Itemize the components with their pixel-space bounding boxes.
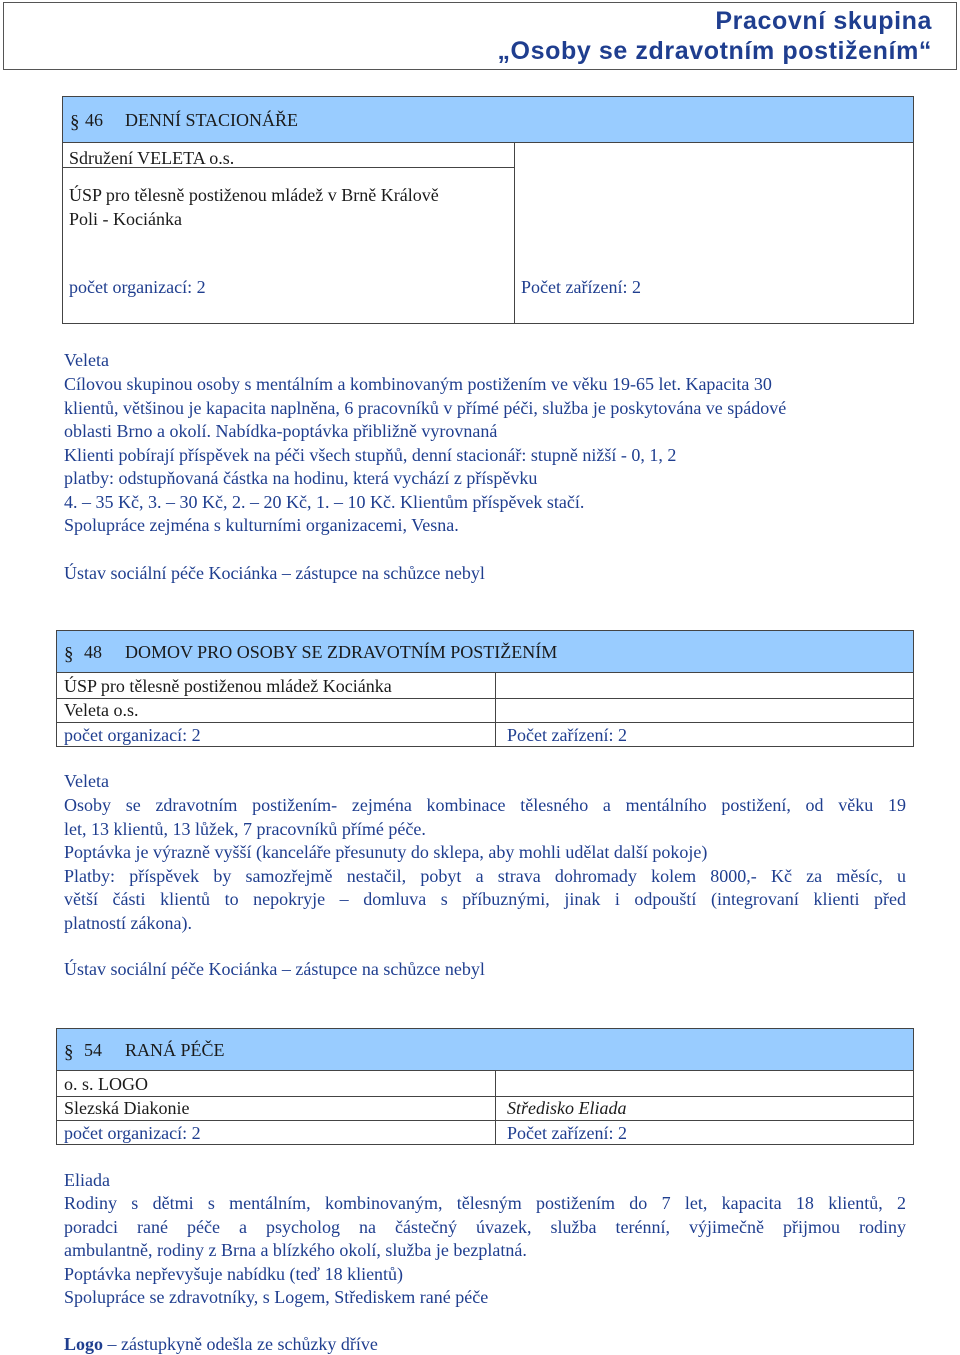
section-number: 48 [84, 642, 102, 662]
column-divider [514, 143, 515, 323]
section-54-table [56, 1028, 914, 1145]
footer-name: Logo [64, 1334, 104, 1354]
body-line: Osoby se zdravotním postižením- zejména kombinace tělesného a mentálního postižení, od věku 19 [64, 795, 906, 815]
section-46-body [64, 373, 906, 538]
section-46-table [62, 96, 914, 324]
section-symbol: § [64, 644, 74, 665]
footer-name: Ústav sociální péče Kociánka [64, 959, 278, 979]
page-header [3, 2, 957, 70]
facility-name: Středisko Eliada [507, 1098, 627, 1118]
body-line: Rodiny s dětmi s mentálním, kombinovaným, tělesným postižením do 7 let, kapacita 18 klientů, 2 [64, 1193, 906, 1213]
section-48-table [56, 630, 914, 747]
row-divider [57, 722, 913, 723]
footer-note: – zástupkyně odešla ze schůzky dříve [107, 1334, 378, 1354]
body-line: ambulantně, rodiny z Brna a blízkého okolí, služba je bezplatná. [64, 1240, 527, 1260]
section-title: DENNÍ STACIONÁŘE [125, 110, 299, 130]
body-line: Platby: příspěvek by samozřejmě nestačil, pobyt a strava dohromady kolem 8000,- Kč za měsíc, u [64, 865, 906, 886]
facility-name-line1: ÚSP pro tělesně postiženou mládež v Brně Králově [69, 185, 439, 205]
footer-name: Ústav sociální péče Kociánka [64, 563, 278, 583]
org-count: počet organizací: 2 [64, 725, 201, 745]
org-name-a: o. s. LOGO [64, 1074, 148, 1094]
section-title: RANÁ PÉČE [125, 1040, 225, 1060]
header-title-line2: „Osoby se zdravotním postižením“ [497, 37, 932, 65]
section-symbol: § [70, 112, 80, 133]
body-line: Klienti pobírají příspěvek na péči všech stupňů, denní stacionář: stupně nižší - 0, 1, 2 [64, 444, 677, 465]
section-46-body-title: Veleta [64, 350, 109, 370]
body-line: oblasti Brno a okolí. Nabídka-poptávka přibližně vyrovnaná [64, 421, 498, 441]
body-line: Poptávka je výrazně vyšší (kanceláře přesunuty do sklepa, aby mohli udělat další pokoje) [64, 842, 708, 862]
org-name: Veleta o.s. [64, 700, 139, 720]
body-line: poradci rané péče a psycholog na částečný úvazek, služba terénní, výjimečně přijmou rodiny [64, 1216, 906, 1237]
section-54-footer [64, 1333, 378, 1355]
facility-count: Počet zařízení: 2 [521, 277, 641, 297]
column-divider [495, 673, 496, 746]
body-line: větší části klientů to nepokryje – domluva s příbuznými, jinak i odpouští (integrovaní klienti před [64, 889, 906, 909]
body-line: platby: odstupňovaná částka na hodinu, která vychází z příspěvku [64, 468, 538, 488]
section-number: 46 [85, 110, 103, 130]
body-line: Spolupráce zejména s kulturními organizacemi, Vesna. [64, 515, 459, 535]
facility-name: ÚSP pro tělesně postiženou mládež Kociánka [64, 676, 392, 696]
section-46-footer [64, 562, 485, 586]
facility-name-line2: Poli - Kociánka [69, 209, 182, 229]
section-title: DOMOV PRO OSOBY SE ZDRAVOTNÍM POSTIŽENÍM [125, 642, 558, 662]
facility-count: Počet zařízení: 2 [507, 725, 627, 745]
footer-note: – zástupce na schůzce nebyl [281, 563, 485, 583]
column-divider [495, 1071, 496, 1144]
body-line: klientů, většinou je kapacita naplněna, 6 pracovníků v přímé péči, služba je poskytována ve spádové [64, 397, 787, 418]
org-name-b: Slezská Diakonie [64, 1098, 190, 1118]
body-line: let, 13 klientů, 13 lůžek, 7 pracovníků přímé péče. [64, 818, 426, 839]
body-line: Poptávka nepřevyšuje nabídku (teď 18 klientů) [64, 1263, 404, 1284]
section-symbol: § [64, 1042, 74, 1063]
org-name: Sdružení VELETA o.s. [69, 148, 235, 168]
body-line: 4. – 35 Kč, 3. – 30 Kč, 2. – 20 Kč, 1. – 10 Kč. Klientům příspěvek stačí. [64, 491, 585, 512]
body-line: Cílovou skupinou osoby s mentálním a kombinovaným postižením ve věku 19-65 let. Kapacita 30 [64, 374, 772, 394]
section-48-footer [64, 958, 485, 982]
section-54-body [64, 1192, 906, 1310]
org-count: počet organizací: 2 [69, 277, 206, 297]
section-48-body-title: Veleta [64, 771, 109, 791]
footer-note: – zástupce na schůzce nebyl [281, 959, 485, 979]
section-54-body-title: Eliada [64, 1170, 110, 1190]
body-line: platností zákona). [64, 912, 192, 933]
facility-count: Počet zařízení: 2 [507, 1123, 627, 1143]
section-number: 54 [84, 1040, 102, 1060]
org-count: počet organizací: 2 [64, 1123, 201, 1143]
header-title-line1: Pracovní skupina [715, 7, 932, 35]
section-48-body [64, 794, 906, 935]
body-line: Spolupráce se zdravotníky, s Logem, Střediskem rané péče [64, 1287, 489, 1307]
